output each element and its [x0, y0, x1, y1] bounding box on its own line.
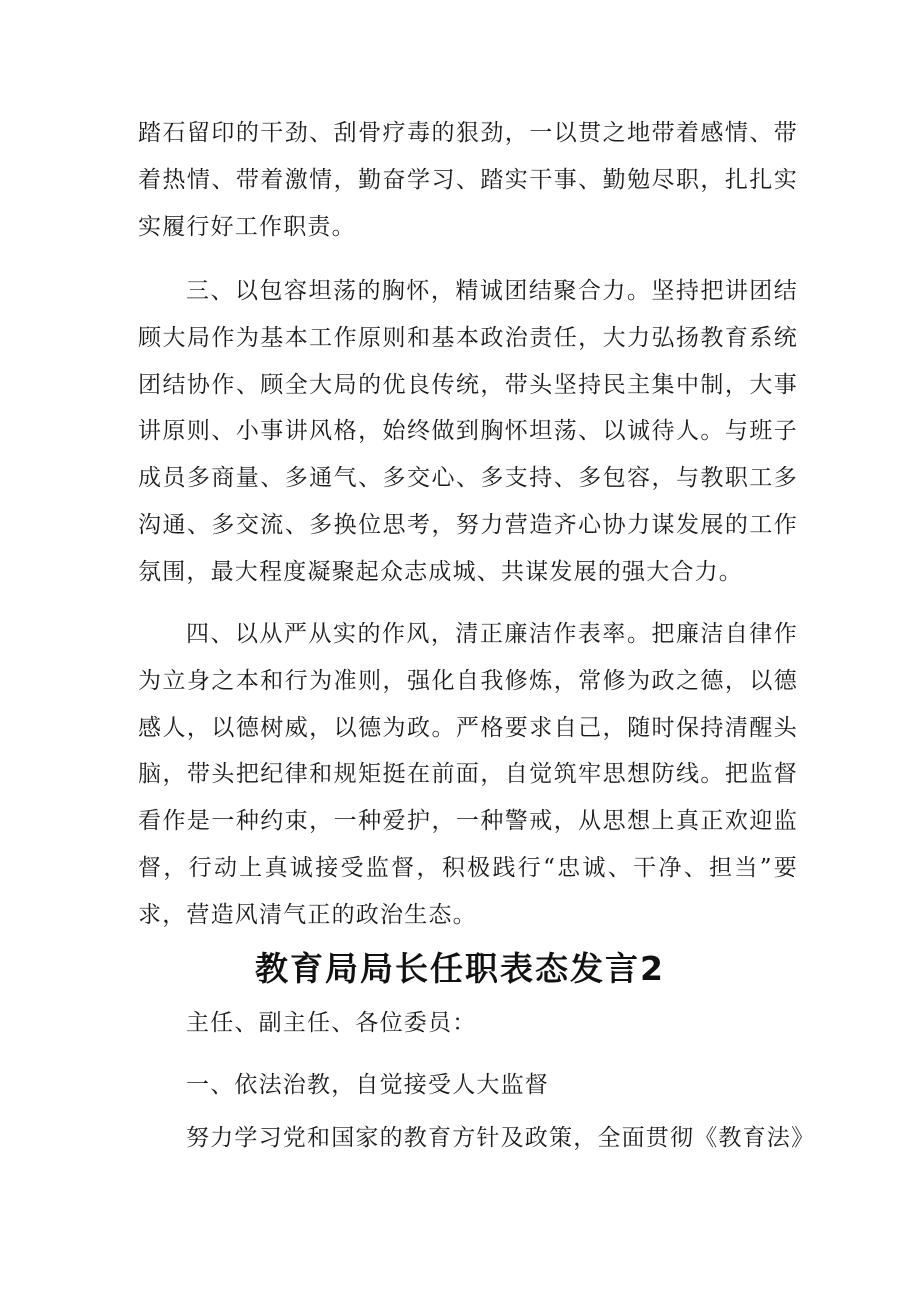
paragraph-section-three: 三、以包容坦荡的胸怀，精诚团结聚合力。坚持把讲团结顾大局作为基本工作原则和基本政治责任，大力弘扬教育系统团结协作、顾全大局的优良传统，带头坚持民主集中制，大事讲原则、小事讲风格，始终做到胸怀坦荡、以诚待人。与班子成员多商量、多通气、多交心、多支持、多包容，与教职工多沟通、多交流、多换位思考，努力营造齐心协力谋发展的工作氛围，最大程度凝聚起众志成城、共谋发展的强大合力。	[138, 278, 798, 585]
paragraph-start: 努力学习党和国家的教育方针及政策，全面贯彻《教育法》	[186, 1125, 816, 1151]
section-title: 教育局局长任职表态发言2	[255, 949, 665, 988]
paragraph-section-four: 四、以从严从实的作风，清正廉洁作表率。把廉洁自律作为立身之本和行为准则，强化自我修炼，常修为政之德，以德感人，以德树威，以德为政。严格要求自己，随时保持清醒头脑，带头把纪律和规矩挺在前面，自觉筑牢思想防线。把监督看作是一种约束，一种爱护，一种警戒，从思想上真正欢迎监督，行动上真诚接受监督，积极践行“忠诚、干净、担当”要求，营造风清气正的政治生态。	[138, 621, 798, 928]
paragraph-continuation: 踏石留印的干劲、刮骨疗毒的狠劲，一以贯之地带着感情、带着热情、带着激情，勤奋学习、踏实干事、勤勉尽职，扎扎实实履行好工作职责。	[138, 120, 798, 240]
subheading: 一、依法治教，自觉接受人大监督	[186, 1072, 549, 1098]
salutation: 主任、副主任、各位委员：	[186, 1010, 477, 1036]
